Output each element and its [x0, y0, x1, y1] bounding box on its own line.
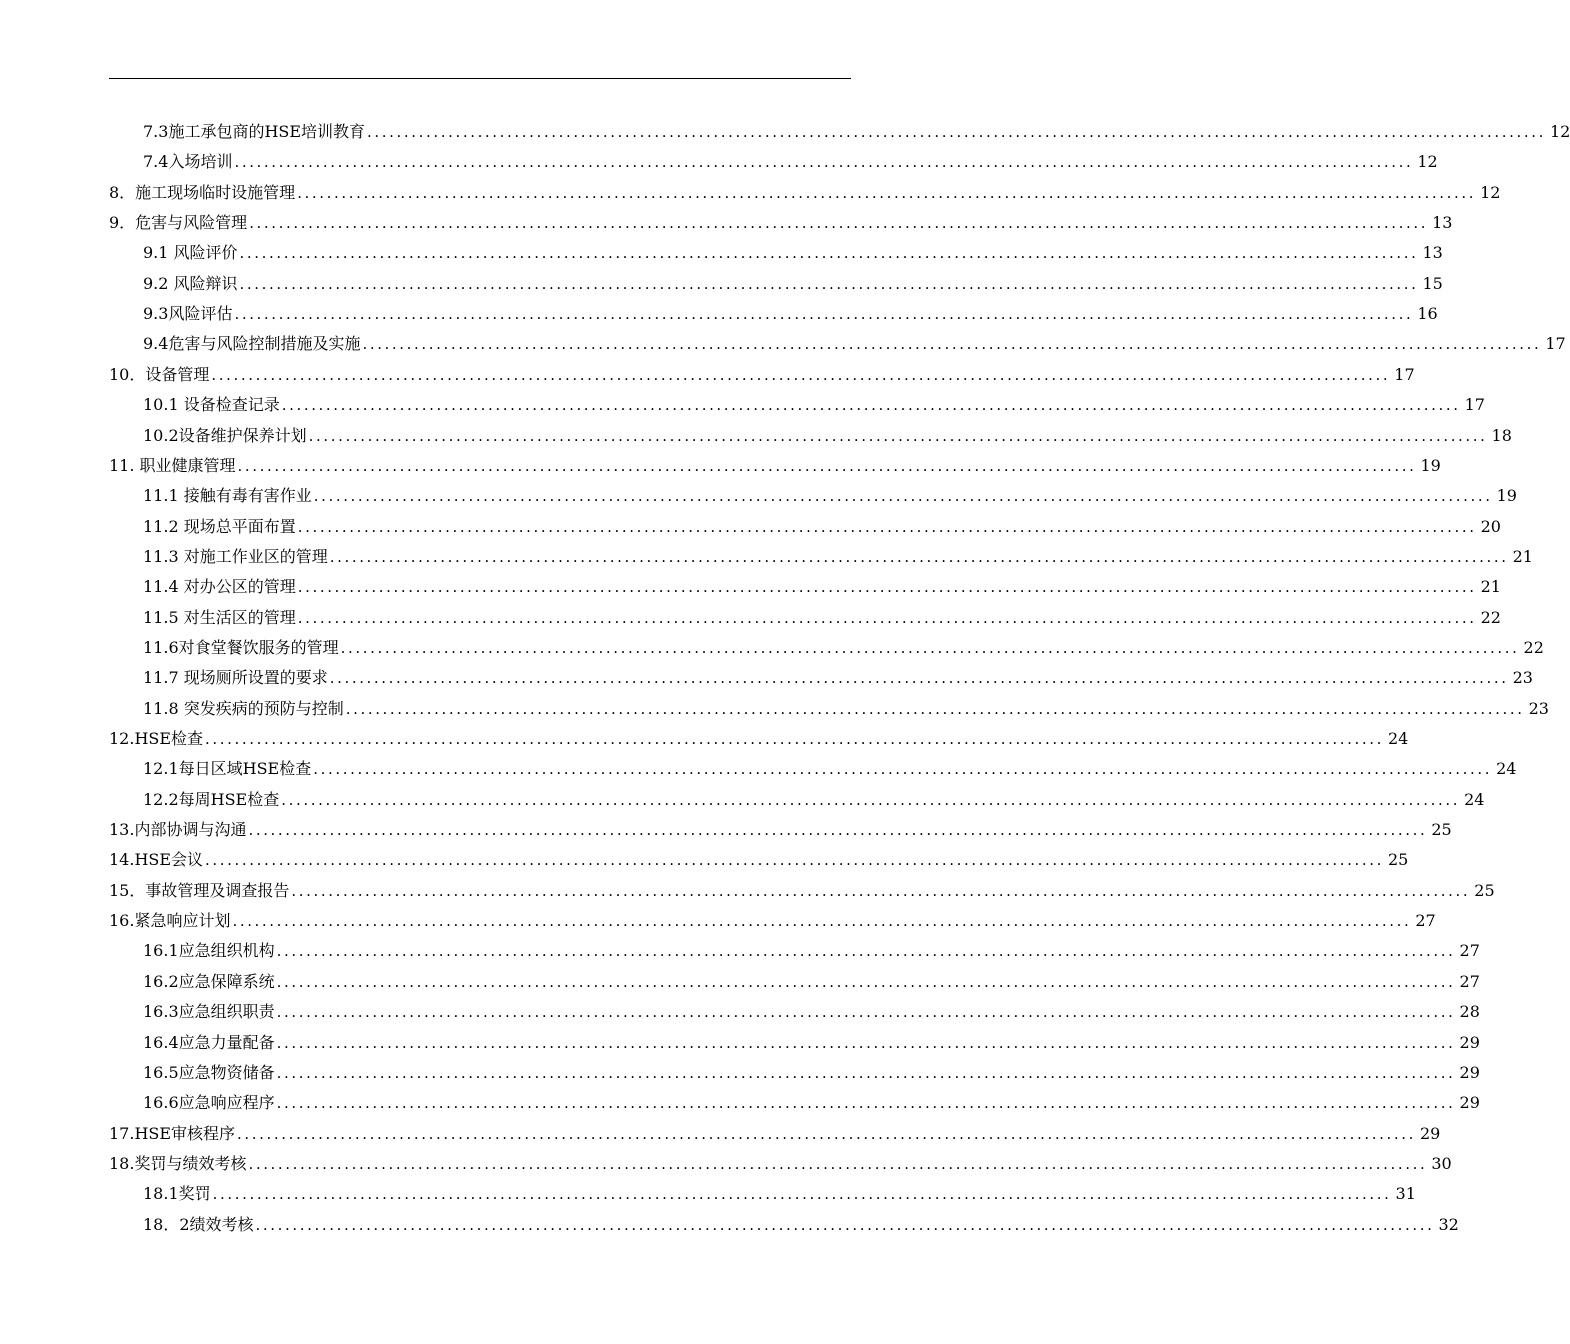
toc-entry[interactable] [109, 451, 1441, 481]
toc-entry[interactable] [143, 1179, 1416, 1209]
toc-dot-leader: ................................................................................................................................................................ [211, 365, 1391, 384]
toc-page-number: 13 [1432, 213, 1453, 233]
toc-entry[interactable] [143, 936, 1480, 966]
toc-entry-title: 8．施工现场临时设施管理 [109, 182, 296, 202]
toc-entry-title: 11.3 对施工作业区的管理 [143, 546, 328, 566]
toc-entry-title: 16.4应急力量配备 [143, 1032, 275, 1052]
toc-dot-leader: ................................................................................................................................................................ [276, 942, 1456, 961]
toc-dot-leader: ................................................................................................................................................................ [276, 1063, 1456, 1082]
toc-entry-title: 10．设备管理 [109, 364, 210, 384]
toc-dot-leader: ................................................................................................................................................................ [313, 760, 1493, 779]
toc-entry-title: 11.2 现场总平面布置 [143, 516, 296, 536]
toc-page-number: 21 [1512, 546, 1533, 566]
toc-dot-leader: ................................................................................................................................................................ [276, 972, 1456, 991]
toc-entry[interactable] [143, 421, 1512, 451]
toc-entry-title: 15．事故管理及调查报告 [109, 880, 290, 900]
toc-page-number: 24 [1496, 759, 1517, 779]
toc-entry-title: 18.1奖罚 [143, 1184, 211, 1204]
toc-entry-title: 18.奖罚与绩效考核 [109, 1153, 247, 1173]
toc-entry-title: 9.3风险评估 [143, 304, 233, 324]
toc-entry-title: 10.2设备维护保养计划 [143, 425, 307, 445]
toc-entry[interactable] [143, 603, 1501, 633]
toc-entry-title: 11.8 突发疾病的预防与控制 [143, 698, 344, 718]
toc-entry[interactable] [143, 512, 1501, 542]
toc-dot-leader: ................................................................................................................................................................ [297, 608, 1477, 627]
toc-dot-leader: ................................................................................................................................................................ [276, 1094, 1456, 1113]
toc-entry[interactable] [143, 663, 1533, 693]
toc-entry[interactable] [143, 754, 1517, 784]
toc-dot-leader: ................................................................................................................................................................ [248, 1154, 1428, 1173]
toc-dot-leader: ................................................................................................................................................................ [239, 274, 1419, 293]
toc-dot-leader: ................................................................................................................................................................ [212, 1185, 1392, 1204]
toc-dot-leader: ................................................................................................................................................................ [276, 1033, 1456, 1052]
toc-dot-leader: ................................................................................................................................................................ [232, 912, 1412, 931]
toc-entry[interactable] [143, 117, 1570, 147]
toc-entry-title: 16.6应急响应程序 [143, 1093, 275, 1113]
toc-page-number: 29 [1459, 1032, 1480, 1052]
toc-entry-title: 9.1 风险评价 [143, 243, 238, 263]
toc-page-number: 29 [1459, 1062, 1480, 1082]
toc-entry[interactable] [143, 269, 1443, 299]
toc-entry[interactable] [143, 299, 1438, 329]
toc-dot-leader: ................................................................................................................................................................ [329, 669, 1509, 688]
toc-entry-title: 12.HSE检查 [109, 729, 204, 748]
toc-entry[interactable] [109, 906, 1436, 936]
toc-dot-leader: ................................................................................................................................................................ [276, 1003, 1456, 1022]
toc-entry-title: 11.5 对生活区的管理 [143, 607, 296, 627]
toc-dot-leader: ................................................................................................................................................................ [362, 335, 1542, 354]
toc-page-number: 29 [1419, 1123, 1441, 1143]
toc-page-number: 15 [1422, 273, 1443, 293]
toc-page-number: 22 [1523, 637, 1544, 657]
toc-entry-title: 9.4危害与风险控制措施及实施 [143, 334, 361, 354]
toc-entry[interactable] [143, 147, 1438, 177]
toc-dot-leader: ................................................................................................................................................................ [367, 123, 1546, 141]
toc-dot-leader: ................................................................................................................................................................ [308, 426, 1488, 445]
toc-dot-leader: ................................................................................................................................................................ [297, 578, 1477, 597]
toc-entry[interactable] [143, 1058, 1480, 1088]
toc-entry-title: 9．危害与风险管理 [109, 213, 248, 233]
toc-page-number: 12 [1480, 182, 1501, 202]
toc-page-number: 32 [1438, 1214, 1459, 1234]
toc-dot-leader: ................................................................................................................................................................ [297, 517, 1477, 536]
toc-entry[interactable] [143, 785, 1485, 815]
toc-entry-title: 16.1应急组织机构 [143, 941, 275, 961]
toc-page-number: 22 [1480, 607, 1501, 627]
toc-dot-leader: ................................................................................................................................................................ [239, 244, 1419, 263]
toc-page-number: 28 [1459, 1002, 1480, 1022]
toc-entry-title: 11.4 对办公区的管理 [143, 577, 296, 597]
toc-page-number: 30 [1431, 1153, 1452, 1173]
toc-entry-title: 9.2 风险辩识 [143, 273, 238, 293]
toc-page-number: 24 [1387, 729, 1409, 748]
toc-entry[interactable] [109, 208, 1453, 238]
toc-page-number: 18 [1491, 425, 1512, 445]
toc-page-number: 23 [1528, 698, 1549, 718]
toc-entry-title: 16.5应急物资储备 [143, 1062, 275, 1082]
toc-entry-title: 7.3施工承包商的HSE培训教育 [143, 122, 366, 141]
toc-entry-title: 16.2应急保障系统 [143, 971, 275, 991]
toc-page-number: 17 [1545, 334, 1566, 354]
toc-page-number: 31 [1395, 1184, 1416, 1204]
toc-entry[interactable] [143, 329, 1566, 359]
toc-entry-title: 16.紧急响应计划 [109, 911, 231, 931]
toc-page-number: 16 [1417, 304, 1438, 324]
toc-entry[interactable] [143, 238, 1443, 268]
toc-dot-leader: ................................................................................................................................................................ [291, 881, 1471, 900]
toc-dot-leader: ................................................................................................................................................................ [255, 1215, 1435, 1234]
toc-dot-leader: ................................................................................................................................................................ [205, 730, 1384, 748]
toc-entry[interactable] [143, 997, 1480, 1027]
toc-page-number: 23 [1512, 668, 1533, 688]
toc-entry-title: 11. 职业健康管理 [109, 455, 236, 475]
toc-entry[interactable] [143, 481, 1517, 511]
toc-page-number: 20 [1480, 516, 1501, 536]
toc-page-number: 25 [1431, 820, 1452, 840]
toc-entry-title: 16.3应急组织职责 [143, 1002, 275, 1022]
toc-entry-title: 18．2绩效考核 [143, 1214, 254, 1234]
toc-page-number: 13 [1422, 243, 1443, 263]
toc-entry[interactable] [109, 876, 1495, 906]
toc-entry-title: 12.1每日区域HSE检查 [143, 759, 312, 779]
toc-dot-leader: ................................................................................................................................................................ [249, 214, 1429, 233]
toc-entry[interactable] [143, 572, 1501, 602]
toc-dot-leader: ................................................................................................................................................................ [329, 547, 1509, 566]
toc-page-number: 25 [1474, 880, 1495, 900]
toc-page-number: 27 [1415, 911, 1436, 931]
toc-entry[interactable] [109, 815, 1452, 845]
toc-entry[interactable] [109, 845, 1409, 875]
toc-page-number: 17 [1464, 395, 1485, 415]
toc-entry[interactable] [143, 1028, 1480, 1058]
toc-entry-title: 11.6对食堂餐饮服务的管理 [143, 637, 339, 657]
toc-entry-title: 11.1 接触有毒有害作业 [143, 486, 312, 506]
toc-entry[interactable] [109, 1149, 1452, 1179]
toc-page-number: 24 [1464, 789, 1485, 809]
toc-page-number: 25 [1387, 850, 1409, 870]
toc-page-number: 29 [1459, 1093, 1480, 1113]
toc-page-number: 17 [1394, 364, 1415, 384]
toc-dot-leader: ................................................................................................................................................................ [237, 456, 1417, 475]
toc-entry[interactable] [143, 967, 1480, 997]
toc-entry[interactable] [143, 694, 1549, 724]
toc-dot-leader: ................................................................................................................................................................ [281, 790, 1461, 809]
toc-page-number: 12 [1549, 122, 1570, 141]
toc-entry-title: 14.HSE会议 [109, 850, 204, 870]
toc-dot-leader: ................................................................................................................................................................ [297, 183, 1477, 202]
toc-page-number: 19 [1496, 486, 1517, 506]
toc-entry[interactable] [109, 724, 1409, 754]
toc-entry[interactable] [143, 1088, 1480, 1118]
toc-entry[interactable] [143, 633, 1544, 663]
toc-entry-title: 10.1 设备检查记录 [143, 395, 280, 415]
toc-dot-leader: ................................................................................................................................................................ [340, 638, 1520, 657]
toc-entry-title: 12.2每周HSE检查 [143, 789, 280, 809]
toc-dot-leader: ................................................................................................................................................................ [248, 821, 1428, 840]
toc-dot-leader: ................................................................................................................................................................ [237, 1124, 1416, 1143]
toc-dot-leader: ................................................................................................................................................................ [234, 153, 1414, 172]
toc-dot-leader: ................................................................................................................................................................ [205, 851, 1384, 870]
toc-page-number: 21 [1480, 577, 1501, 597]
toc-dot-leader: ................................................................................................................................................................ [345, 699, 1525, 718]
toc-page-number: 19 [1420, 455, 1441, 475]
toc-entry[interactable] [143, 1210, 1459, 1240]
toc-dot-leader: ................................................................................................................................................................ [281, 396, 1461, 415]
toc-entry-title: 13.内部协调与沟通 [109, 820, 247, 840]
toc-entry[interactable] [143, 542, 1533, 572]
toc-entry[interactable] [143, 390, 1485, 420]
header-rule [109, 78, 851, 79]
toc-entry-title: 17.HSE审核程序 [109, 1123, 236, 1143]
toc-entry[interactable] [109, 1119, 1441, 1149]
toc-entry-title: 11.7 现场厕所设置的要求 [143, 668, 328, 688]
toc-entry[interactable] [109, 178, 1501, 208]
toc-entry-title: 7.4入场培训 [143, 152, 233, 172]
toc-page-number: 27 [1459, 971, 1480, 991]
toc-dot-leader: ................................................................................................................................................................ [234, 305, 1414, 324]
toc-entry[interactable] [109, 360, 1415, 390]
toc-dot-leader: ................................................................................................................................................................ [313, 487, 1493, 506]
toc-page-number: 27 [1459, 941, 1480, 961]
toc-page-number: 12 [1417, 152, 1438, 172]
